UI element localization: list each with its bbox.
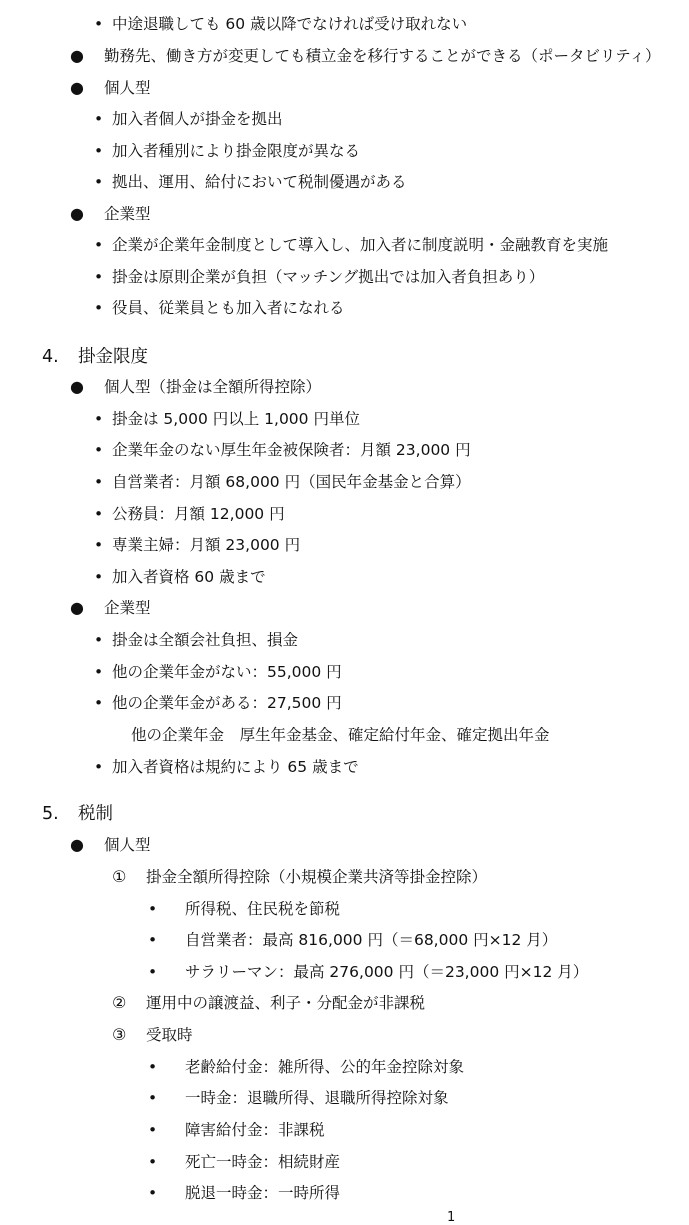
list-item-text: 勤務先、働き方が変更しても積立金を移行することができる（ポータビリティ） — [104, 47, 661, 65]
list-item-text: 個人型 — [104, 79, 151, 97]
section-number: 4. — [42, 347, 59, 367]
list-item-text: 企業が企業年金制度として導入し、加入者に制度説明・金融教育を実施 — [112, 236, 609, 254]
bullet: • — [148, 1184, 158, 1202]
list-item-text: 受取時 — [146, 1026, 193, 1044]
bullet: ● — [70, 46, 84, 65]
bullet: • — [148, 1121, 158, 1139]
list-item-text: 掛金は原則企業が負担（マッチング拠出では加入者負担あり） — [112, 268, 545, 286]
list-item-text: 個人型 — [104, 836, 151, 854]
list-item-text: 個人型（掛金は全額所得控除） — [104, 378, 322, 396]
list-item-text: 加入者個人が掛金を拠出 — [112, 110, 283, 128]
bullet: ● — [70, 598, 84, 617]
bullet: • — [148, 1089, 158, 1107]
section-title: 税制 — [78, 804, 113, 824]
list-item-text: 加入者種別により掛金限度が異なる — [112, 142, 361, 160]
bullet: • — [94, 536, 104, 554]
page-number: 1 — [447, 1210, 456, 1225]
bullet: • — [94, 505, 104, 523]
bullet: • — [148, 931, 158, 949]
list-item-text: 中途退職しても 60 歳以降でなければ受け取れない — [112, 15, 468, 33]
bullet: ● — [70, 377, 84, 396]
bullet: • — [94, 473, 104, 491]
list-item-text: サラリーマン：最高 276,000 円（＝23,000 円×12 月） — [185, 963, 589, 981]
list-item-text: 自営業者：最高 816,000 円（＝68,000 円×12 月） — [185, 931, 558, 949]
bullet: • — [94, 236, 104, 254]
section-number: 5. — [42, 804, 59, 824]
bullet: • — [94, 568, 104, 586]
bullet: • — [94, 268, 104, 286]
item-number: ① — [112, 867, 127, 886]
bullet: • — [148, 1058, 158, 1076]
bullet: • — [148, 963, 158, 981]
list-item-text: 脱退一時金：一時所得 — [185, 1184, 341, 1202]
list-item-text: 老齢給付金：雑所得、公的年金控除対象 — [185, 1058, 465, 1076]
list-item-text: 拠出、運用、給付において税制優遇がある — [112, 173, 407, 191]
list-item-text: 他の企業年金がない：55,000 円 — [112, 663, 342, 681]
bullet: • — [94, 410, 104, 428]
item-number: ② — [112, 993, 127, 1012]
list-item-text: 死亡一時金：相続財産 — [185, 1153, 341, 1171]
list-item-text: 企業型 — [104, 205, 151, 223]
bullet: • — [94, 441, 104, 459]
bullet: • — [94, 173, 104, 191]
list-item-text: 加入者資格は規約により 65 歳まで — [112, 758, 359, 776]
list-item-text: 所得税、住民税を節税 — [185, 900, 341, 918]
bullet: ● — [70, 835, 84, 854]
list-item-text: 加入者資格 60 歳まで — [112, 568, 266, 586]
list-item-text: 掛金全額所得控除（小規模企業共済等掛金控除） — [146, 868, 488, 886]
bullet: • — [94, 758, 104, 776]
list-item-text: 自営業者：月額 68,000 円（国民年金基金と合算） — [112, 473, 471, 491]
list-item-text: 障害給付金：非課税 — [185, 1121, 325, 1139]
bullet: • — [94, 663, 104, 681]
item-number: ③ — [112, 1025, 127, 1044]
list-item-text: 他の企業年金がある：27,500 円 — [112, 694, 342, 712]
bullet: • — [94, 694, 104, 712]
list-item-text: 掛金は 5,000 円以上 1,000 円単位 — [112, 410, 360, 428]
list-item-text: 企業型 — [104, 599, 151, 617]
bullet: • — [94, 299, 104, 317]
list-item-text: 運用中の譲渡益、利子・分配金が非課税 — [146, 994, 426, 1012]
list-item-text: 企業年金のない厚生年金被保険者：月額 23,000 円 — [112, 441, 471, 459]
bullet: • — [94, 110, 104, 128]
list-item-text: 役員、従業員とも加入者になれる — [112, 299, 345, 317]
list-item-text: 一時金：退職所得、退職所得控除対象 — [185, 1089, 449, 1107]
list-item-text: 専業主婦：月額 23,000 円 — [112, 536, 301, 554]
bullet: ● — [70, 78, 84, 97]
bullet: ● — [70, 204, 84, 223]
list-item-text: 掛金は全額会社負担、損金 — [112, 631, 299, 649]
bullet: • — [94, 142, 104, 160]
section-title: 掛金限度 — [78, 347, 148, 367]
bullet: • — [94, 15, 104, 33]
bullet: • — [94, 631, 104, 649]
bullet: • — [148, 1153, 158, 1171]
note-text: 他の企業年金 厚生年金基金、確定給付年金、確定拠出年金 — [131, 726, 550, 744]
list-item-text: 公務員：月額 12,000 円 — [112, 505, 285, 523]
bullet: • — [148, 900, 158, 918]
